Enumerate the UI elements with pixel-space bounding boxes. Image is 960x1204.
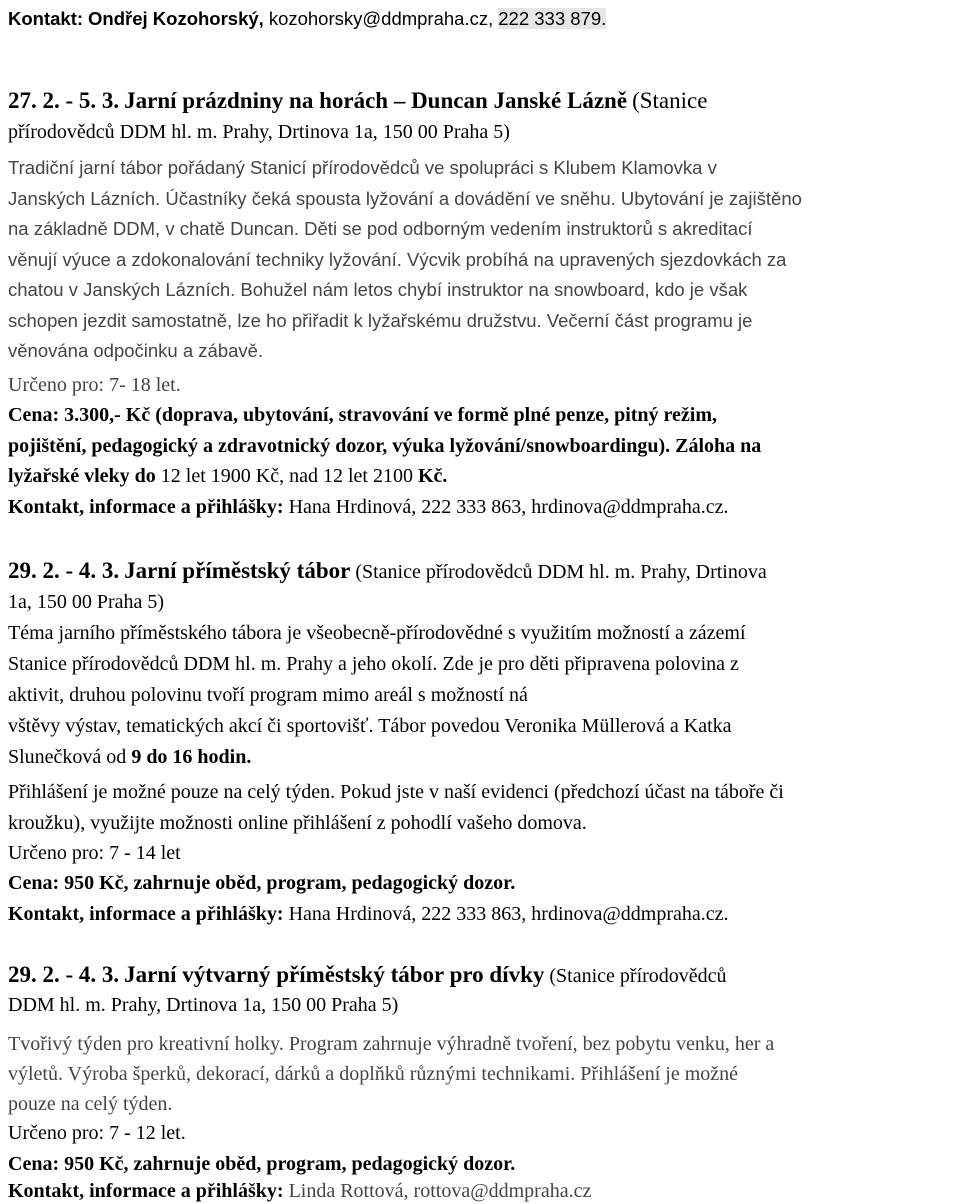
event-3-desc-line2 <box>8 1061 954 1087</box>
event-1-desc-4: Ubytování je zajištěno <box>620 188 802 209</box>
event-1-heading <box>8 88 954 115</box>
event-1-contact-label: Kontakt, informace a přihlášky: <box>8 496 284 518</box>
event-1-desc-line5 <box>8 277 954 303</box>
event-1-desc-8: Výcvik probíhá na upravených sjezdovkách za <box>407 249 787 270</box>
contact-top-phone: 222 333 879. <box>498 8 607 29</box>
event-2-contact <box>8 901 954 927</box>
event-2-desc-10: Pokud jste v naší evidenci (předchozí účast na táboře či <box>340 781 784 803</box>
event-1-desc-1: Tradiční jarní tábor pořádaný Stanicí přírodovědců ve spolupráci s Klubem Klamovka v <box>8 157 717 178</box>
event-1-price-2b: Záloha na <box>675 435 762 457</box>
event-3-title: Jarní výtvarný příměstský tábor pro dívky <box>124 962 545 987</box>
event-1-desc-7: věnují výuce a zdokonalování techniky lyžování. <box>8 249 402 270</box>
event-1-desc-line6 <box>8 308 954 334</box>
event-1-location-line2: přírodovědců DDM hl. m. Prahy, Drtinova 1a, 150 00 Praha 5) <box>8 121 510 143</box>
event-2-age: Určeno pro: 7 - 14 let <box>8 842 181 864</box>
event-3-desc-1: Tvořivý týden pro kreativní holky. <box>8 1033 284 1055</box>
event-1-price-1: Cena: 3.300,- Kč (doprava, ubytování, stravování ve formě plné penze, pitný režim, <box>8 404 718 426</box>
event-2-title: Jarní příměstský tábor <box>124 558 351 583</box>
contact-top-label: Kontakt: <box>8 8 84 29</box>
event-1-desc-3: Účastníky čeká spousta lyžování a dovádění ve sněhu. <box>165 188 616 209</box>
event-2-desc-line4 <box>8 713 954 739</box>
event-1-desc-line3 <box>8 216 954 242</box>
event-1-location: (Stanice <box>632 88 708 113</box>
event-1-price-line3 <box>8 463 954 489</box>
event-1-desc-line4 <box>8 247 954 273</box>
event-2-contact-label: Kontakt, informace a přihlášky: <box>8 903 284 925</box>
event-3-date: 29. 2. - 4. 3. <box>8 962 120 987</box>
event-1-desc-line2 <box>8 186 954 212</box>
event-2-desc-1: Téma jarního příměstského tábora je všeobecně-přírodovědné s využitím možností a zázemí <box>8 622 746 644</box>
event-2-location-line2: 1a, 150 00 Praha 5) <box>8 591 165 613</box>
event-3-location: (Stanice přírodovědců <box>549 965 727 987</box>
event-2-desc-2: Stanice přírodovědců DDM hl. m. Prahy a jeho okolí. <box>8 653 438 675</box>
event-3-contact-label: Kontakt, informace a přihlášky: <box>8 1180 284 1202</box>
event-2-desc-5: vštěvy výstav, tematických akcí či sportovišť. <box>8 715 374 737</box>
event-2-contact-value: Hana Hrdinová, 222 333 863, hrdinova@ddmpraha.cz. <box>288 903 729 925</box>
event-1-contact <box>8 494 954 520</box>
event-2-desc-4: aktivit, druhou polovinu tvoří program mimo areál s možností ná <box>8 684 528 706</box>
event-1-price-2a: pojištění, pedagogický a zdravotnický dozor, výuka lyžování/snowboardingu). <box>8 435 671 457</box>
event-3-desc-2: Program zahrnuje výhradně tvoření, bez pobytu venku, her a <box>288 1033 775 1055</box>
event-3-desc-3: výletů. <box>8 1063 63 1085</box>
event-1-desc-2: Janských Lázních. <box>8 188 161 209</box>
event-1-desc-13: věnována odpočinku a zábavě. <box>8 340 264 361</box>
event-1-desc-6: Děti se pod odborným vedením instruktorů s akreditací <box>304 218 753 239</box>
event-1-desc-11: schopen jezdit samostatně, lze ho přiřadit k lyžařskému družstvu. <box>8 310 542 331</box>
event-2-desc-3: Zde je pro děti připravena polovina z <box>442 653 739 675</box>
event-3-desc-5: Přihlášení je možné <box>580 1063 739 1085</box>
event-2-desc-line2 <box>8 651 954 677</box>
event-2-desc-line6 <box>8 779 954 805</box>
event-1-age: Určeno pro: 7- 18 let. <box>8 374 181 396</box>
event-1-desc-5: na základně DDM, v chatě Duncan. <box>8 218 300 239</box>
contact-top-person: Ondřej Kozohorský, <box>88 8 264 29</box>
event-3-contact-value: Linda Rottová, rottova@ddmpraha.cz <box>288 1180 592 1202</box>
contact-top <box>8 6 954 32</box>
event-2-location: (Stanice přírodovědců DDM hl. m. Prahy, Drtinova <box>355 561 767 583</box>
event-1-desc-9: chatou v Janských Lázních. <box>8 279 236 300</box>
event-2-date: 29. 2. - 4. 3. <box>8 558 120 583</box>
event-1-price-3c: Kč. <box>417 465 448 487</box>
event-1-desc-12: Večerní část programu je <box>546 310 753 331</box>
event-1-title: Jarní prázdniny na horách – Duncan Janské Lázně <box>124 88 628 113</box>
event-1-price-3b: 12 let 1900 Kč, nad 12 let 2100 <box>160 465 413 487</box>
event-3-location-line2: DDM hl. m. Prahy, Drtinova 1a, 150 00 Praha 5) <box>8 994 399 1016</box>
event-2-heading <box>8 558 954 585</box>
event-2-desc-7: Slunečková od <box>8 746 127 768</box>
event-1-price-line2 <box>8 433 954 459</box>
event-3-desc-line1 <box>8 1031 954 1057</box>
event-3-desc-4: Výroba šperků, dekorací, dárků a doplňků různými technikami. <box>67 1063 576 1085</box>
event-3-heading <box>8 962 954 989</box>
event-2-desc-8: 9 do 16 hodin. <box>131 746 252 768</box>
event-2-desc-9: Přihlášení je možné pouze na celý týden. <box>8 781 336 803</box>
event-3-contact <box>8 1178 954 1204</box>
event-3-desc-6: pouze na celý týden. <box>8 1093 173 1115</box>
event-2-desc-6: Tábor povedou Veronika Müllerová a Katka <box>378 715 732 737</box>
contact-top-email: kozohorsky@ddmpraha.cz, <box>268 8 494 29</box>
event-2-price: Cena: 950 Kč, zahrnuje oběd, program, pedagogický dozor. <box>8 872 516 894</box>
event-1-price-3a: lyžařské vleky do <box>8 465 156 487</box>
event-3-price: Cena: 950 Kč, zahrnuje oběd, program, pedagogický dozor. <box>8 1153 516 1175</box>
event-2-desc-line5 <box>8 744 954 770</box>
event-1-desc-10: Bohužel nám letos chybí instruktor na snowboard, kdo je však <box>240 279 748 300</box>
event-3-age: Určeno pro: 7 - 12 let. <box>8 1122 186 1144</box>
event-2-desc-11: kroužku), využijte možnosti online přihlášení z pohodlí vašeho domova. <box>8 812 587 834</box>
event-1-contact-value: Hana Hrdinová, 222 333 863, hrdinova@ddmpraha.cz. <box>288 496 729 518</box>
event-1-date: 27. 2. - 5. 3. <box>8 88 120 113</box>
